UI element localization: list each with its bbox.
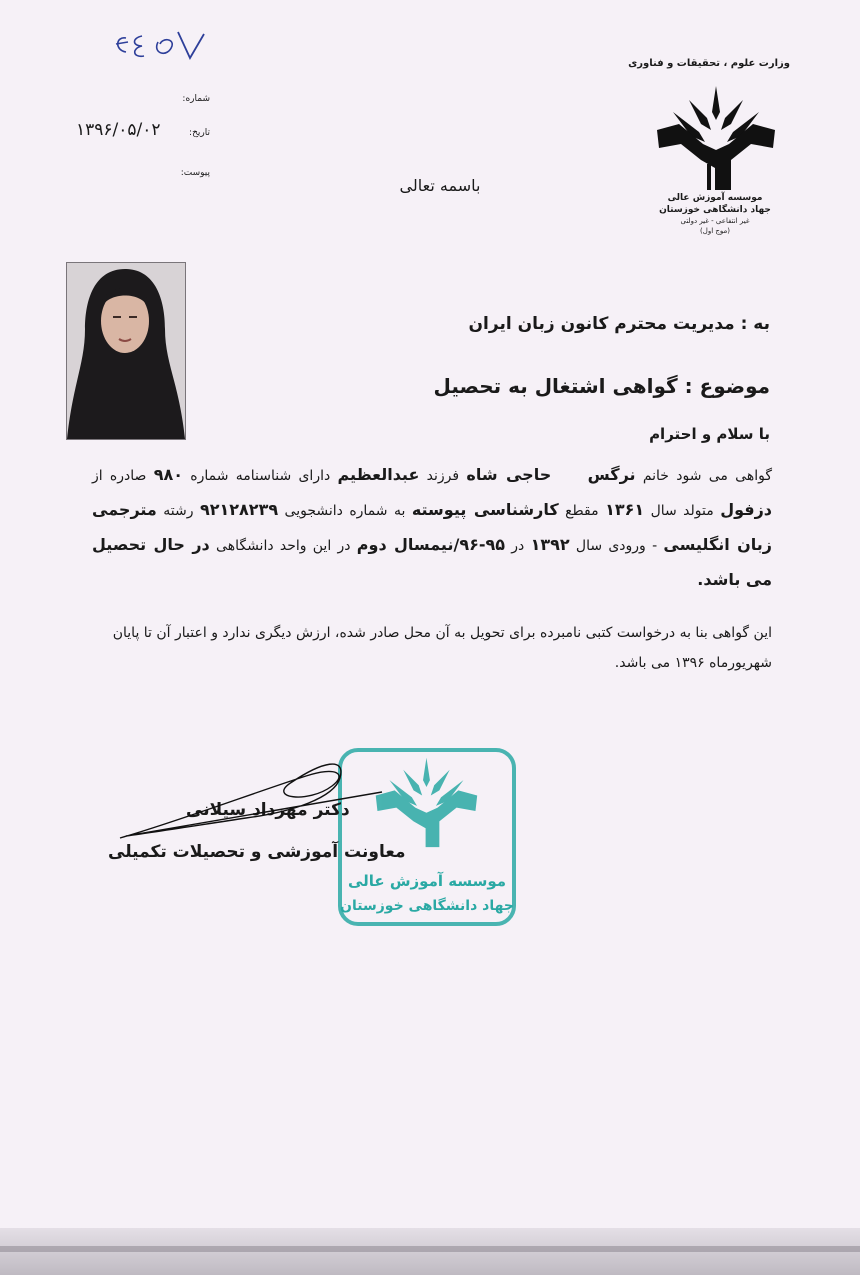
text-fragment: متولد سال	[644, 503, 721, 519]
text-fragment: مقطع	[558, 503, 606, 519]
semester: ۹۵-۹۶/نیمسال دوم	[356, 535, 506, 554]
institute-line-4: (موج اول)	[700, 227, 730, 235]
student-last-name: حاجی شاه	[466, 465, 552, 484]
text-fragment: به شماره دانشجویی	[278, 503, 412, 519]
id-number: ۹۸۰	[153, 465, 183, 484]
handwritten-signature	[96, 752, 396, 862]
text-fragment: در این واحد دانشگاهی	[209, 538, 357, 554]
signatory-name: دکتر مهرداد سیلانی	[186, 800, 350, 820]
student-first-name: نرگس	[587, 465, 636, 484]
text-fragment: فرزند	[419, 468, 467, 484]
validity-paragraph: این گواهی بنا به درخواست کتبی نامبرده برای تحویل به آن محل صادر شده، ارزش دیگری ندارد و اعتبار آن تا پایان شهریورماه ۱۳۹۶ می باشد.	[112, 625, 772, 671]
entry-year: ۱۳۹۲	[530, 535, 570, 554]
subject-line: موضوع : گواهی اشتغال به تحصیل	[433, 374, 770, 398]
major: مترجمی زبان انگلیسی	[92, 500, 773, 554]
date-value: ۱۳۹۶/۰۵/۰۲	[76, 120, 161, 140]
stamp-line-2: جهاد دانشگاهی خوزستان	[340, 898, 514, 914]
institute-logo	[655, 84, 777, 192]
text-fragment: - ورودی سال	[569, 538, 664, 554]
enrollment-status: در حال تحصیل می باشد.	[92, 535, 772, 589]
text-fragment	[551, 468, 587, 484]
institute-name-block	[630, 192, 800, 236]
ministry-name: وزارت علوم ، تحقیقات و فناوری	[628, 58, 790, 69]
date-label: تاریخ:	[189, 128, 210, 138]
text-fragment: گواهی می شود خانم	[635, 468, 773, 484]
birth-city: دزفول	[720, 500, 773, 519]
invocation: باسمه تعالی	[399, 176, 481, 195]
stamp-line-1: موسسه آموزش عالی	[347, 872, 507, 890]
degree-level: کارشناسی پیوسته	[411, 500, 559, 519]
institute-line-3: غیر انتفاعی - غیر دولتی	[680, 217, 750, 225]
signatory-title: معاونت آموزشی و تحصیلات تکمیلی	[108, 842, 406, 862]
father-name: عبدالعظیم	[337, 465, 420, 484]
institute-line-1: موسسه آموزش عالی	[667, 193, 763, 203]
certificate-paragraph	[92, 458, 772, 598]
recipient-line: به : مدیریت محترم کانون زبان ایران	[468, 314, 770, 334]
greeting-line: با سلام و احترام	[649, 425, 770, 443]
student-id: ۹۲۱۲۸۲۳۹	[199, 500, 279, 519]
student-photo	[66, 262, 186, 440]
attachment-label: پیوست:	[180, 168, 210, 178]
text-fragment: در	[505, 538, 531, 554]
text-fragment: دارای شناسنامه شماره	[183, 468, 338, 484]
text-fragment: صادره از	[92, 468, 154, 484]
number-label: شماره:	[182, 94, 210, 104]
birth-year: ۱۳۶۱	[605, 500, 645, 519]
institute-line-2: جهاد دانشگاهی خوزستان	[659, 205, 771, 215]
scan-bottom-edge	[0, 1228, 860, 1275]
text-fragment: رشته	[156, 503, 200, 519]
handwritten-letter-number	[112, 28, 222, 68]
